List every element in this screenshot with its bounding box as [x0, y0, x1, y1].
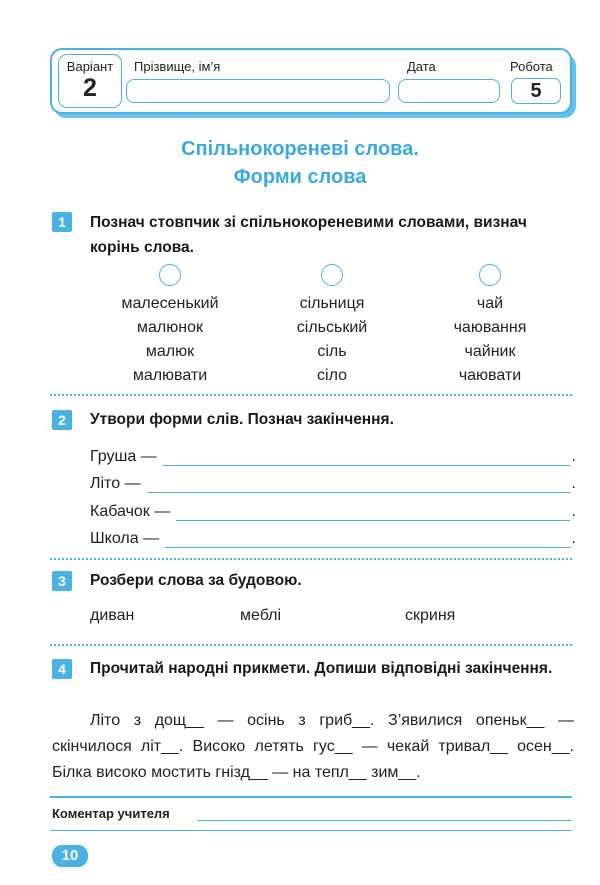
- column-3-word: чаювати: [458, 367, 522, 384]
- column-2-word: сільниця: [299, 295, 365, 312]
- task-4-instruction: Прочитай народні прикмети. Допиши відповідні закінчення.: [90, 660, 553, 677]
- parse-word: меблі: [240, 607, 282, 624]
- work-number: 5: [511, 78, 561, 104]
- task-3-instruction: Розбери слова за будовою.: [90, 572, 302, 589]
- row-end: .: [571, 475, 576, 492]
- answer-row: [90, 495, 576, 521]
- word-column-1: [100, 264, 240, 388]
- comment-top-rule: [50, 796, 572, 798]
- row-end: .: [571, 530, 576, 547]
- row-word: Школа —: [90, 530, 160, 547]
- variant-number: 2: [83, 74, 97, 102]
- column-1-word: малюнок: [137, 319, 203, 336]
- answer-row: [90, 522, 576, 548]
- word-column-3: [420, 264, 560, 388]
- task-1-instruction: Познач стовпчик зі спільнокореневими словами, визнач корінь слова.: [90, 214, 527, 256]
- column-3-word: чай: [476, 295, 504, 312]
- task-4-text: Літо з дощ__ — осінь з гриб__. З’явилися опеньк__ — скінчилося літ__. Високо летять гус__ — чекай тривал__ осен__. Білка високо мостить гнізд__ — на тепл__ зим__.: [52, 712, 574, 781]
- page-subtitle: Форми слова: [233, 166, 367, 188]
- column-3-mark-circle[interactable]: [479, 264, 501, 286]
- variant-box: [58, 54, 122, 108]
- answer-row: [90, 467, 576, 493]
- task-number-1: 1: [52, 212, 72, 232]
- task-number-2: 2: [52, 410, 72, 430]
- section-divider: [50, 394, 572, 396]
- column-3-word: чайник: [464, 343, 516, 360]
- column-1-mark-circle[interactable]: [159, 264, 181, 286]
- row-end: .: [571, 448, 576, 465]
- parse-word: скриня: [405, 607, 456, 624]
- page-number: 10: [52, 845, 88, 867]
- teacher-comment: [50, 796, 572, 836]
- task-2-instruction: Утвори форми слів. Познач закінчення.: [90, 411, 394, 428]
- name-field[interactable]: [126, 79, 390, 103]
- work-label: Робота: [510, 59, 553, 74]
- name-label: Прізвище, ім’я: [134, 59, 221, 74]
- comment-line[interactable]: [198, 820, 572, 821]
- variant-label: Варіант: [66, 59, 114, 74]
- answer-line[interactable]: [165, 530, 569, 548]
- comment-label: Коментар учителя: [52, 806, 170, 821]
- parse-word: диван: [90, 607, 135, 624]
- row-word: Кабачок —: [90, 503, 171, 520]
- column-1-word: малювати: [132, 367, 208, 384]
- section-divider: [50, 558, 572, 560]
- column-2-word: сіль: [317, 343, 347, 360]
- row-end: .: [571, 503, 576, 520]
- section-divider: [50, 644, 572, 646]
- row-word: Літо —: [90, 475, 141, 492]
- answer-line[interactable]: [176, 503, 569, 521]
- column-2-mark-circle[interactable]: [321, 264, 343, 286]
- answer-row: [90, 440, 576, 466]
- column-1-word: малюк: [145, 343, 195, 360]
- column-3-word: чаювання: [453, 319, 527, 336]
- answer-line[interactable]: [147, 475, 570, 493]
- header-panel: [50, 48, 572, 114]
- column-1-word: малесенький: [121, 295, 219, 312]
- word-column-2: [262, 264, 402, 388]
- answer-line[interactable]: [163, 448, 570, 466]
- date-label: Дата: [407, 59, 436, 74]
- page-title: Спільнокореневі слова.: [181, 138, 419, 160]
- row-word: Груша —: [90, 448, 157, 465]
- task-number-4: 4: [52, 659, 72, 679]
- column-2-word: сіло: [317, 367, 347, 384]
- comment-line[interactable]: [50, 830, 572, 831]
- column-2-word: сільський: [296, 319, 368, 336]
- task-number-3: 3: [52, 571, 72, 591]
- date-field[interactable]: [398, 79, 500, 103]
